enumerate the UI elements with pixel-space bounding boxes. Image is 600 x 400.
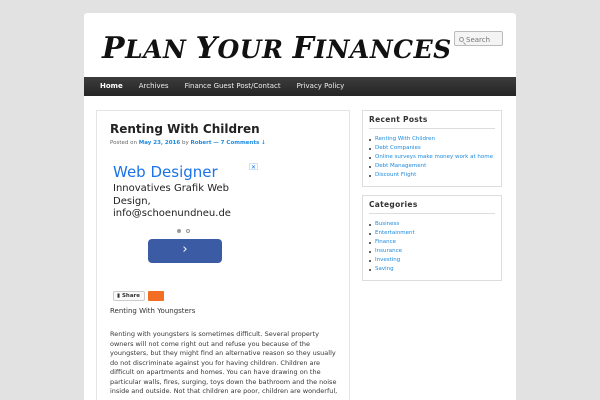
categories-title: Categories xyxy=(369,200,495,214)
recent-post-link[interactable]: Debt Companies xyxy=(369,144,495,153)
share-label: Share xyxy=(121,293,140,299)
main-navigation xyxy=(84,77,516,96)
post-meta xyxy=(110,140,266,146)
nav-home[interactable]: Home xyxy=(100,82,123,90)
post-article xyxy=(96,110,350,400)
post-date-link[interactable]: May 23, 2016 xyxy=(138,140,181,146)
search-box[interactable] xyxy=(454,31,503,46)
logo-word-your: YOUR xyxy=(195,31,293,66)
ad-close-icon[interactable]: ✕ xyxy=(250,164,257,171)
share-button[interactable] xyxy=(113,291,145,301)
category-link[interactable]: Investing xyxy=(369,256,495,265)
ad-dot[interactable] xyxy=(186,229,190,233)
comments-link[interactable]: — 7 Comments ↓ xyxy=(213,140,266,146)
recent-posts-title: Recent Posts xyxy=(369,115,495,129)
category-link[interactable]: Saving xyxy=(369,265,495,274)
author-link[interactable]: Robert xyxy=(190,140,212,146)
ad-arrow-button[interactable]: › xyxy=(148,239,222,263)
post-title[interactable]: Renting With Children xyxy=(110,122,260,136)
category-link[interactable]: Insurance xyxy=(369,247,495,256)
recent-post-link[interactable]: Discount Flight xyxy=(369,171,495,180)
category-link[interactable]: Entertainment xyxy=(369,229,495,238)
share-orange-button[interactable] xyxy=(148,291,164,301)
recent-post-link[interactable]: Debt Management xyxy=(369,162,495,171)
recent-post-link[interactable]: Online surveys make money work at home xyxy=(369,153,495,162)
post-subheading: Renting With Youngsters xyxy=(110,307,196,315)
ad-dot-active[interactable] xyxy=(177,229,181,233)
ad-title[interactable]: Web Designer xyxy=(113,163,218,181)
advertisement[interactable] xyxy=(113,163,259,273)
meta-by: by xyxy=(181,140,189,146)
categories-widget xyxy=(362,195,502,281)
nav-archives[interactable]: Archives xyxy=(138,82,169,90)
category-link[interactable]: Finance xyxy=(369,238,495,247)
ad-carousel-dots xyxy=(177,229,190,233)
logo-word-plan: PLAN xyxy=(102,31,196,66)
nav-privacy-policy[interactable]: Privacy Policy xyxy=(296,82,345,90)
ad-text: Innovatives Grafik Web Design, info@schoenundneu.de xyxy=(113,183,231,219)
recent-post-link[interactable]: Renting With Children xyxy=(369,135,495,144)
post-body: Renting with youngsters is sometimes difficult. Several property owners will not come right out and refuse you because of the youngsters, but they might find an alternative reason so they usually do not discriminate against you for having children. Children are difficult on apartments and homes. You can have drawing on the particular walls, fires, surging, toys down the bathroom and the noise inside and outside. Not that children are poor, children are wonderful, xyxy=(110,330,338,395)
sidebar xyxy=(362,110,502,289)
category-link[interactable]: Business xyxy=(369,220,495,229)
meta-prefix: Posted on xyxy=(110,140,137,146)
recent-posts-widget xyxy=(362,110,502,187)
share-bar xyxy=(113,291,164,301)
logo-word-finances: FINANCES xyxy=(292,31,452,66)
nav-guest-post-contact[interactable]: Finance Guest Post/Contact xyxy=(184,82,281,90)
search-input[interactable] xyxy=(466,36,500,44)
search-icon xyxy=(459,37,464,42)
site-logo[interactable] xyxy=(102,31,452,66)
thumb-icon: ▮ xyxy=(117,293,121,299)
